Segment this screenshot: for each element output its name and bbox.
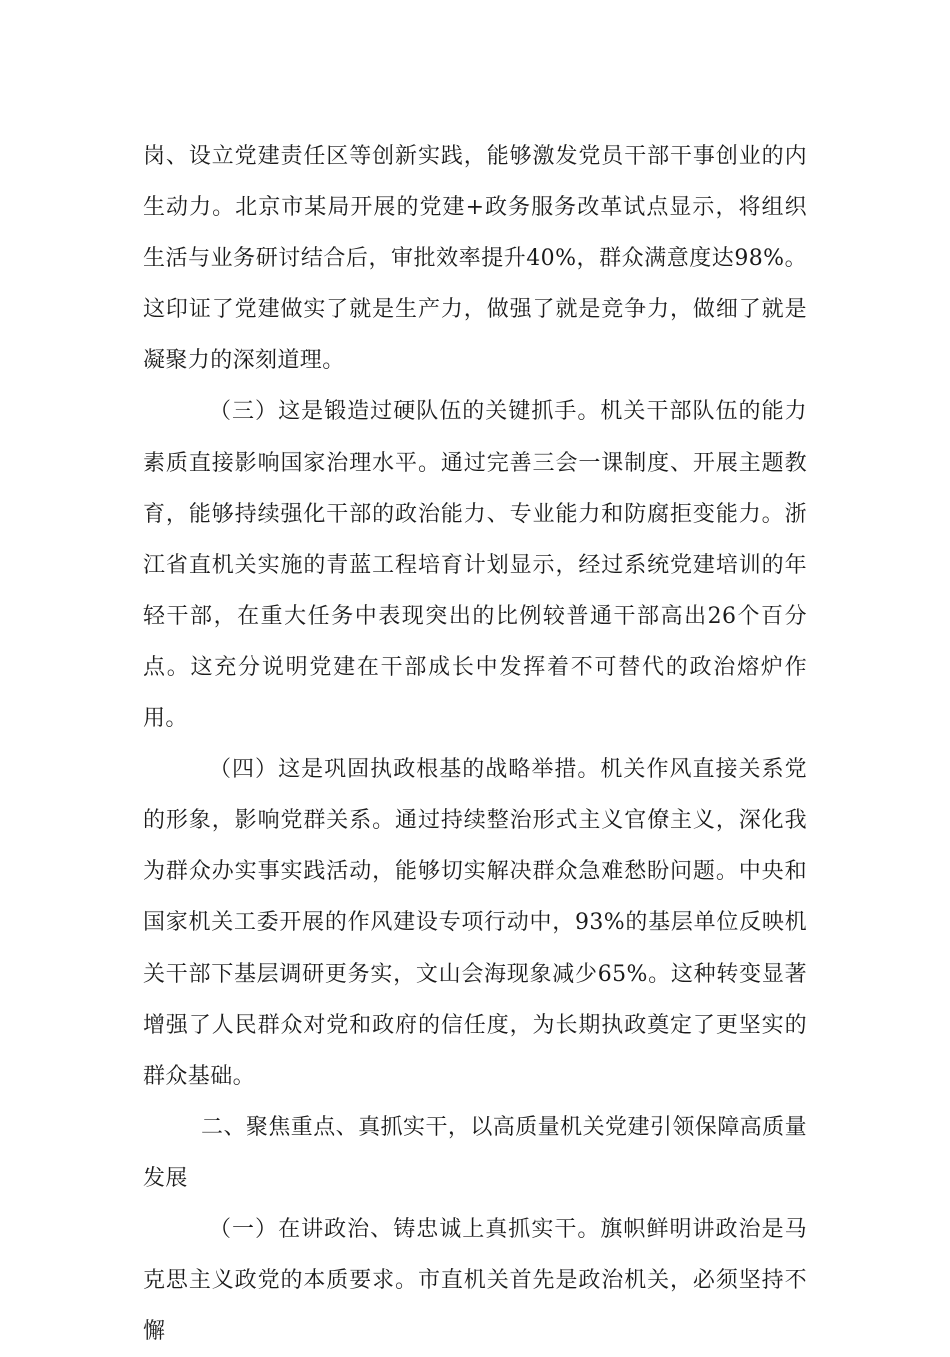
document-body (143, 131, 807, 1357)
paragraph-section-three: （三）这是锻造过硬队伍的关键抓手。机关干部队伍的能力素质直接影响国家治理水平。通过完善三会一课制度、开展主题教育，能够持续强化干部的政治能力、专业能力和防腐拒变能力。浙江省直机关实施的青蓝工程培育计划显示，经过系统党建培训的年轻干部，在重大任务中表现突出的比例较普通干部高出26个百分点。这充分说明党建在干部成长中发挥着不可替代的政治熔炉作用。 (143, 399, 807, 732)
paragraph-continuation: 岗、设立党建责任区等创新实践，能够激发党员干部干事创业的内生动力。北京市某局开展的党建+政务服务改革试点显示，将组织生活与业务研讨结合后，审批效率提升40%，群众满意度达98%。这印证了党建做实了就是生产力，做强了就是竞争力，做细了就是凝聚力的深刻道理。 (143, 144, 807, 374)
paragraph-subsection-one: （一）在讲政治、铸忠诚上真抓实干。旗帜鲜明讲政治是马克思主义政党的本质要求。市直机关首先是政治机关，必须坚持不懈 (143, 1216, 807, 1345)
section-heading-two: 二、聚焦重点、真抓实干，以高质量机关党建引领保障高质量发展 (143, 1114, 807, 1191)
paragraph-section-four: （四）这是巩固执政根基的战略举措。机关作风直接关系党的形象，影响党群关系。通过持续整治形式主义官僚主义，深化我为群众办实事实践活动，能够切实解决群众急难愁盼问题。中央和国家机关工委开展的作风建设专项行动中，93%的基层单位反映机关干部下基层调研更务实，文山会海现象减少65%。这种转变显著增强了人民群众对党和政府的信任度，为长期执政奠定了更坚实的群众基础。 (143, 757, 807, 1089)
